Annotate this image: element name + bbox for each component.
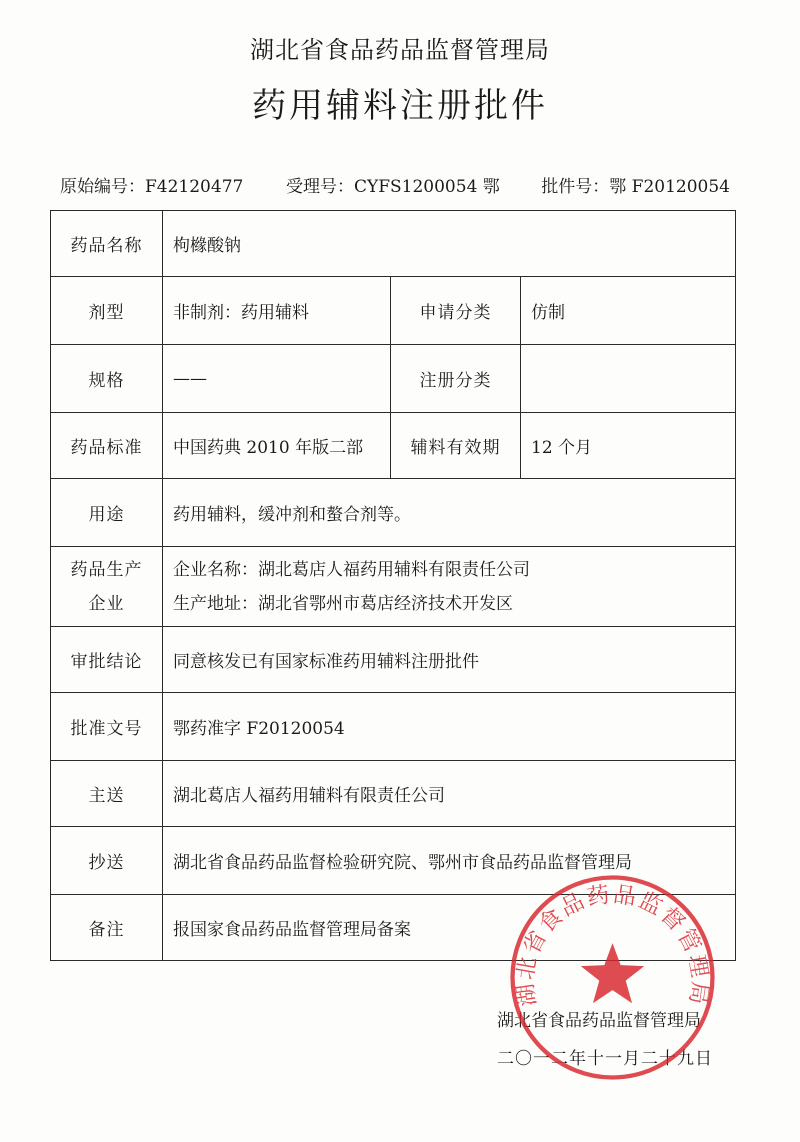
- row-approval-doc-no: [51, 693, 736, 761]
- row-drug-name: [51, 211, 736, 277]
- reference-numbers: [60, 172, 730, 196]
- row-main-recipient: [51, 761, 736, 827]
- footer-issuer: 湖北省食品药品监督管理局: [497, 1011, 701, 1031]
- row-usage: [51, 479, 736, 547]
- usage-value: 药用辅料，缓冲剂和螯合剂等。: [163, 479, 736, 547]
- document-title: 药用辅料注册批件: [252, 86, 548, 126]
- remarks-label: 备注: [51, 895, 163, 961]
- manufacturer-value: [163, 547, 736, 627]
- registration-type-label: 注册分类: [391, 345, 521, 413]
- drug-name-value: 枸橼酸钠: [163, 211, 736, 277]
- remarks-value: 报国家食品药品监督管理局备案: [163, 895, 736, 961]
- drug-name-label: 药品名称: [51, 211, 163, 277]
- footer-date: 二〇一二年十一月二十九日: [497, 1049, 713, 1069]
- row-conclusion: [51, 627, 736, 693]
- specification-value: ——: [163, 345, 391, 413]
- main-recipient-value: 湖北葛店人福药用辅料有限责任公司: [163, 761, 736, 827]
- drug-standard-value: 中国药典 2010 年版二部: [163, 413, 391, 479]
- approval-number: 批件号：鄂 F20120054: [541, 177, 730, 197]
- dosage-form-label: 剂型: [51, 277, 163, 345]
- seal-text: 湖北省食品药品监督管理局: [512, 881, 713, 1009]
- manufacturer-address: 生产地址：湖北省鄂州市葛店经济技术开发区: [173, 593, 513, 614]
- specification-label: 规格: [51, 345, 163, 413]
- validity-label: 辅料有效期: [391, 413, 521, 479]
- dosage-form-value: 非制剂：药用辅料: [163, 277, 391, 345]
- manufacturer-label-line2: 企业: [88, 593, 125, 614]
- row-drug-standard: [51, 413, 736, 479]
- row-manufacturer: [51, 547, 736, 627]
- application-type-label: 申请分类: [391, 277, 521, 345]
- manufacturer-name: 企业名称：湖北葛店人福药用辅料有限责任公司: [173, 559, 530, 580]
- main-recipient-label: 主送: [51, 761, 163, 827]
- usage-label: 用途: [51, 479, 163, 547]
- approval-doc-no-label: 批准文号: [51, 693, 163, 761]
- approval-doc-no-value: 鄂药准字 F20120054: [163, 693, 736, 761]
- issuing-organization: 湖北省食品药品监督管理局: [250, 36, 550, 64]
- row-remarks: [51, 895, 736, 961]
- approval-table: [50, 210, 736, 961]
- manufacturer-label: [51, 547, 163, 627]
- conclusion-value: 同意核发已有国家标准药用辅料注册批件: [163, 627, 736, 693]
- manufacturer-label-line1: 药品生产: [70, 559, 143, 580]
- row-dosage-form: [51, 277, 736, 345]
- conclusion-label: 审批结论: [51, 627, 163, 693]
- row-cc: [51, 827, 736, 895]
- original-number: 原始编号：F42120477: [60, 177, 244, 197]
- drug-standard-label: 药品标准: [51, 413, 163, 479]
- validity-value: 12 个月: [521, 413, 736, 479]
- cc-label: 抄送: [51, 827, 163, 895]
- row-specification: [51, 345, 736, 413]
- application-type-value: 仿制: [521, 277, 736, 345]
- cc-value: 湖北省食品药品监督检验研究院、鄂州市食品药品监督管理局: [163, 827, 736, 895]
- acceptance-number: 受理号：CYFS1200054 鄂: [286, 177, 500, 197]
- registration-type-value: [521, 345, 736, 413]
